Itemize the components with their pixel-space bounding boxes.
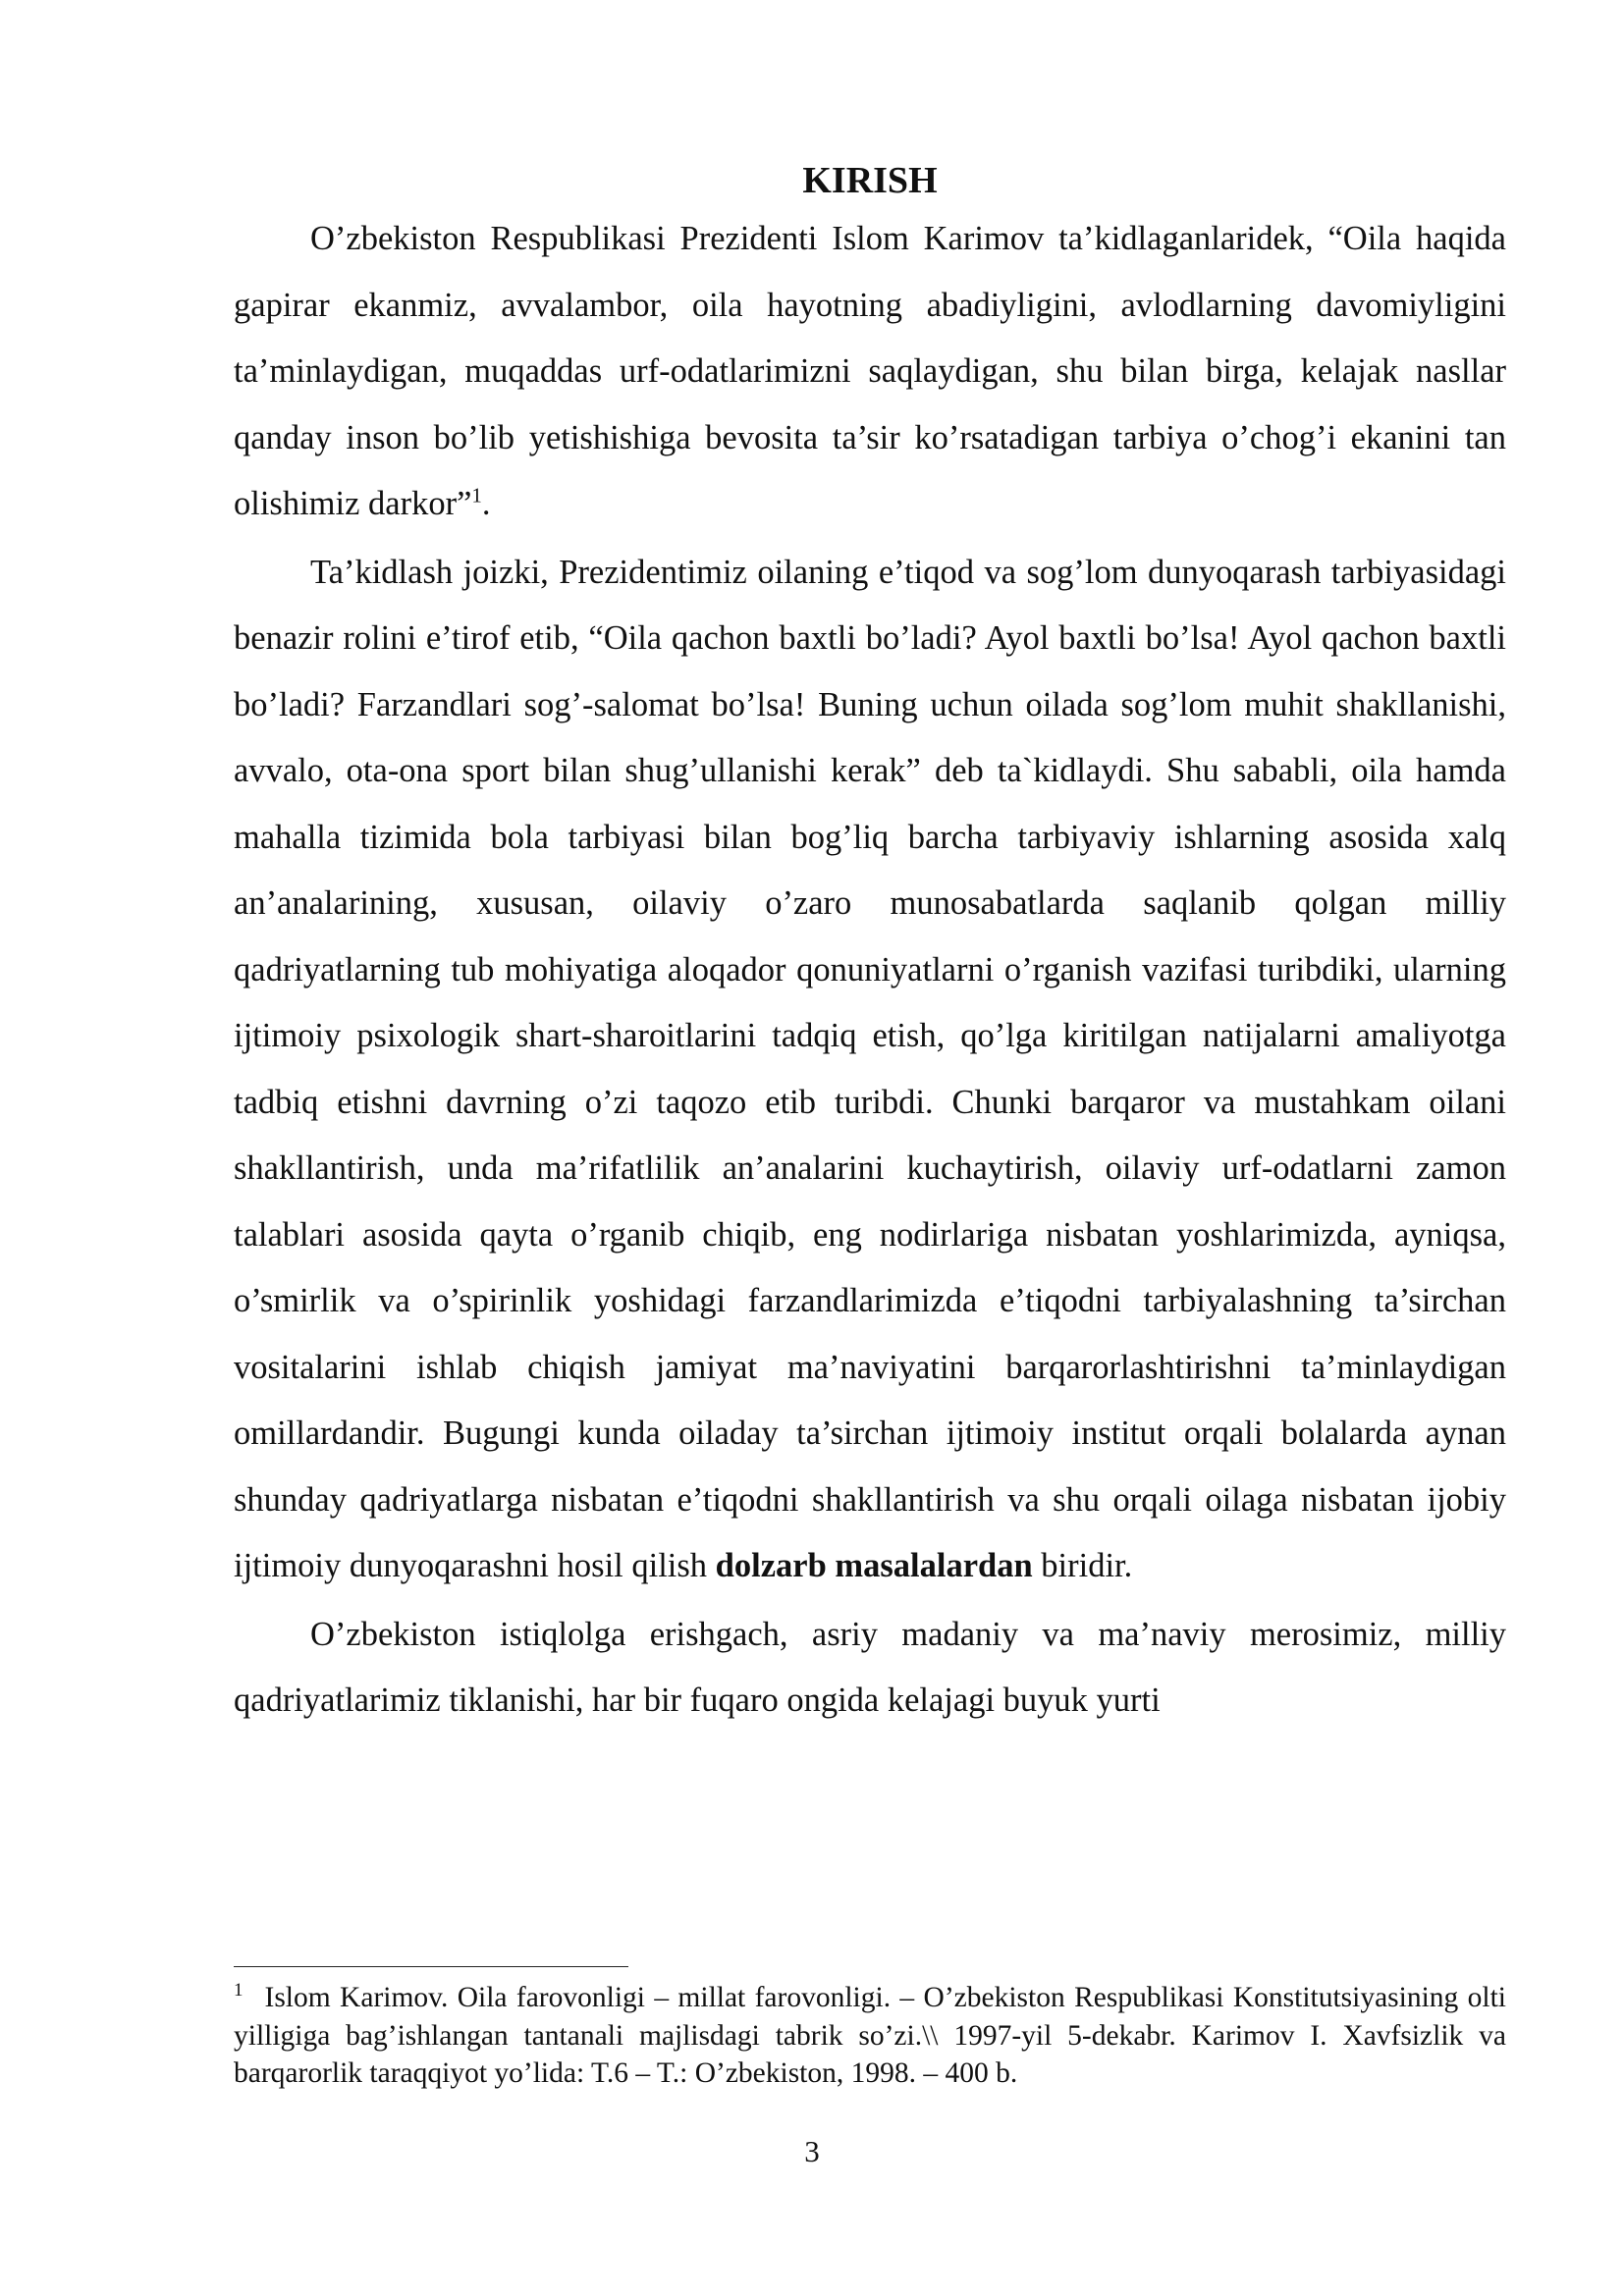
page-number: 3 bbox=[804, 2134, 820, 2168]
page-body bbox=[234, 147, 1506, 1735]
footnote bbox=[234, 1979, 1506, 2093]
paragraph-2-tail: biridir. bbox=[1032, 1547, 1133, 1584]
footnote-text: Islom Karimov. Oila farovonligi – millat farovonligi. – O’zbekiston Respublikasi Konstitutsiyasining olti yilligiga bag’ishlangan tantanali majlisdagi tabrik so’zi.\\ 1997-yil 5-dekabr. Karimov I. Xavfsizlik va barqarorlik taraqqiyot yo’lida: T.6 – T.: O’zbekiston, 1998. – 400 b. bbox=[234, 1982, 1506, 2089]
paragraph-1-tail: . bbox=[481, 485, 491, 522]
paragraph-1-text: O’zbekiston Respublikasi Prezidenti Islom Karimov ta’kidlaganlaridek, “Oila haqida gapirar ekanmiz, avvalambor, oila hayotning abadiyligini, avlodlarning davomiyligini ta’minlaydigan, muqaddas urf-odatlarimizni saqlaydigan, shu bilan birga, kelajak nasllar qanday inson bo’lib yetishishiga bevosita ta’sir ko’rsatadigan tarbiya o’chog’i ekanini tan olishimiz darkor” bbox=[234, 220, 1506, 522]
paragraph-2-text: Ta’kidlash joizki, Prezidentimiz oilaning e’tiqod va sog’lom dunyoqarash tarbiyasidagi benazir rolini e’tirof etib, “Oila qachon baxtli bo’ladi? Ayol baxtli bo’lsa! Ayol qachon baxtli bo’ladi? Farzandlari sog’-salomat bo’lsa! Buning uchun oilada sog’lom muhit shakllanishi, avvalo, ota-ona sport bilan shug’ullanishi kerak” deb ta`kidlaydi. Shu sababli, oila hamda mahalla tizimida bola tarbiyasi bilan bog’liq barcha tarbiyaviy ishlarning asosida xalq an’analarining, xususan, oilaviy o’zaro munosabatlarda saqlanib qolgan milliy qadriyatlarning tub mohiyatiga aloqador qonuniyatlarni o’rganish vazifasi turibdiki, ularning ijtimoiy psixologik shart-sharoitlarini tadqiq etish, qo’lga kiritilgan natijalarni amaliyotga tadbiq etishni davrning o’zi taqozo etib turibdi. Chunki barqaror va mustahkam oilani shakllantirish, unda ma’rifatlilik an’analarini kuchaytirish, oilaviy urf-odatlarni zamon talablari asosida qayta o’rganib chiqib, eng nodirlariga nisbatan yoshlarimizda, ayniqsa, o’smirlik va o’spirinlik yoshidagi farzandlarimizda e’tiqodni tarbiyalashning ta’sirchan vositalarini ishlab chiqish jamiyat ma’naviyatini barqarorlashtirishni ta’minlaydigan omillardandir. Bugungi kunda oiladay ta’sirchan ijtimoiy institut orqali bolalarda aynan shunday qadriyatlarga nisbatan e’tiqodni shakllantirish va shu orqali oilaga nisbatan ijobiy ijtimoiy dunyoqarashni hosil qilish bbox=[234, 553, 1506, 1584]
paragraph-1 bbox=[234, 206, 1506, 538]
emphasis-text: dolzarb masalalardan bbox=[715, 1547, 1033, 1584]
footnote-number: 1 bbox=[234, 1980, 244, 2002]
footnote-reference[interactable]: 1 bbox=[471, 483, 482, 507]
paragraph-3-text: O’zbekiston istiqlolga erishgach, asriy madaniy va ma’naviy merosimiz, milliy qadriyatlarimiz tiklanishi, har bir fuqaro ongida kelajagi buyuk yurti bbox=[234, 1615, 1506, 1719]
footnote-separator bbox=[234, 1966, 628, 1967]
paragraph-3 bbox=[234, 1602, 1506, 1735]
paragraph-2 bbox=[234, 540, 1506, 1600]
section-title: KIRISH bbox=[802, 160, 938, 201]
